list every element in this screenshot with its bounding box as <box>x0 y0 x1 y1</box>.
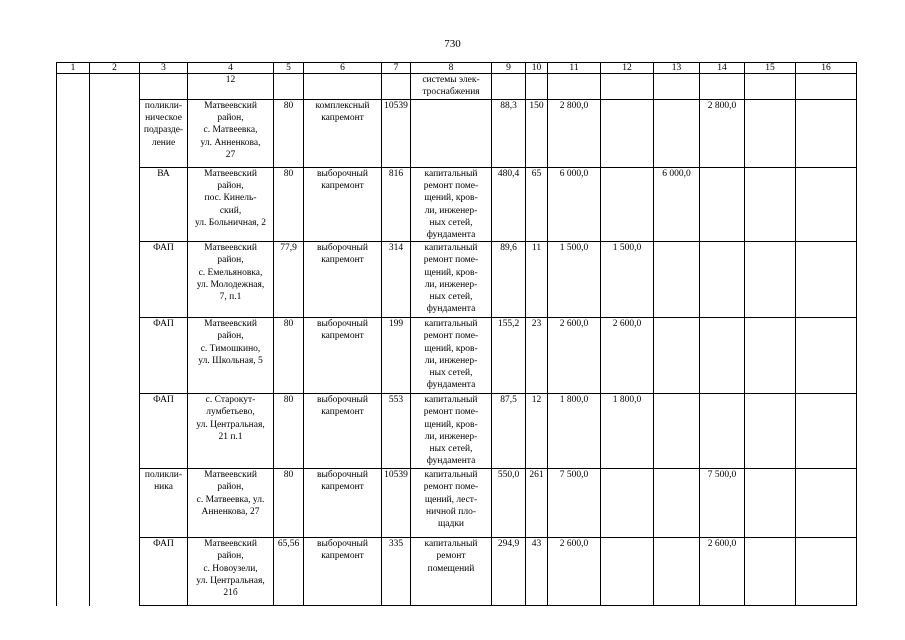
column-header: 6 <box>304 63 382 74</box>
year-cost-cell <box>654 318 700 394</box>
area-cell: 294,9 <box>492 538 526 606</box>
column-header: 12 <box>601 63 654 74</box>
region-cell <box>90 74 140 606</box>
year-cost-cell <box>601 168 654 242</box>
area-cell: 480,4 <box>492 168 526 242</box>
year-cost-cell <box>796 74 857 100</box>
column-header: 13 <box>654 63 700 74</box>
column-header: 9 <box>492 63 526 74</box>
year-cost-cell <box>654 538 700 606</box>
work-description-cell: капитальный ремонт помещений <box>411 538 492 606</box>
year-cost-cell <box>796 469 857 538</box>
table-row <box>57 74 857 100</box>
work-description-cell: системы элек- троснабжения <box>411 74 492 100</box>
year-cost-cell: 2 600,0 <box>700 538 745 606</box>
year-cost-cell <box>654 394 700 469</box>
year-cost-cell <box>745 394 796 469</box>
area-cell <box>492 74 526 100</box>
year-cost-cell: 2 600,0 <box>601 318 654 394</box>
capacity-cell: 65 <box>526 168 548 242</box>
capital-repair-table <box>56 62 857 606</box>
wear-percent-cell: 80 <box>274 168 304 242</box>
column-header: 16 <box>796 63 857 74</box>
column-header: 15 <box>745 63 796 74</box>
column-header: 2 <box>90 63 140 74</box>
year-cost-cell <box>700 394 745 469</box>
repair-type-cell: выборочный капремонт <box>304 168 382 242</box>
year-cost-cell <box>796 318 857 394</box>
column-header: 3 <box>140 63 188 74</box>
address-cell: 12 <box>188 74 274 100</box>
wear-percent-cell: 80 <box>274 469 304 538</box>
capacity-cell: 261 <box>526 469 548 538</box>
year-cost-cell <box>796 168 857 242</box>
wear-percent-cell: 80 <box>274 100 304 168</box>
area-cell: 155,2 <box>492 318 526 394</box>
capacity-cell <box>526 74 548 100</box>
facility-type-cell: ФАП <box>140 394 188 469</box>
total-cost-cell: 2 600,0 <box>548 318 601 394</box>
wear-percent-cell: 77,9 <box>274 242 304 318</box>
year-cost-cell <box>654 100 700 168</box>
year-cost-cell <box>601 538 654 606</box>
year-cost-cell: 2 800,0 <box>700 100 745 168</box>
total-cost-cell: 2 600,0 <box>548 538 601 606</box>
area-cell: 89,6 <box>492 242 526 318</box>
year-cost-cell <box>796 100 857 168</box>
table-row <box>57 394 857 469</box>
total-cost-cell: 6 000,0 <box>548 168 601 242</box>
capacity-cell: 23 <box>526 318 548 394</box>
work-description-cell: капитальный ремонт поме- щений, кров- ли, инженер- ных сетей, фундамента <box>411 242 492 318</box>
population-cell: 199 <box>382 318 411 394</box>
column-header: 5 <box>274 63 304 74</box>
work-description-cell: капитальный ремонт поме- щений, кров- ли, инженер- ных сетей, фундамента <box>411 318 492 394</box>
facility-type-cell: поликли- ническое подразде- ление <box>140 100 188 168</box>
column-header: 14 <box>700 63 745 74</box>
column-header: 11 <box>548 63 601 74</box>
column-header: 1 <box>57 63 90 74</box>
work-description-cell: капитальный ремонт поме- щений, кров- ли, инженер- ных сетей, фундамента <box>411 394 492 469</box>
repair-type-cell: выборочный капремонт <box>304 318 382 394</box>
facility-type-cell: поликли- ника <box>140 469 188 538</box>
capacity-cell: 11 <box>526 242 548 318</box>
population-cell: 10539 <box>382 469 411 538</box>
facility-type-cell: ФАП <box>140 242 188 318</box>
address-cell: Матвеевский район, с. Новоузели, ул. Центральная, 21б <box>188 538 274 606</box>
facility-type-cell: ФАП <box>140 318 188 394</box>
wear-percent-cell <box>274 74 304 100</box>
table-row <box>57 469 857 538</box>
year-cost-cell <box>700 74 745 100</box>
column-header: 8 <box>411 63 492 74</box>
address-cell: Матвеевский район, с. Матвеевка, ул. Анненкова, 27 <box>188 100 274 168</box>
year-cost-cell <box>601 469 654 538</box>
year-cost-cell <box>700 242 745 318</box>
total-cost-cell: 2 800,0 <box>548 100 601 168</box>
year-cost-cell <box>601 100 654 168</box>
total-cost-cell: 1 800,0 <box>548 394 601 469</box>
year-cost-cell: 1 500,0 <box>601 242 654 318</box>
year-cost-cell <box>745 538 796 606</box>
population-cell: 314 <box>382 242 411 318</box>
year-cost-cell <box>700 318 745 394</box>
area-cell: 87,5 <box>492 394 526 469</box>
page-number: 730 <box>444 38 461 50</box>
work-description-cell: капитальный ремонт поме- щений, кров- ли, инженер- ных сетей, фундамента <box>411 168 492 242</box>
repair-type-cell: выборочный капремонт <box>304 538 382 606</box>
population-cell: 816 <box>382 168 411 242</box>
address-cell: Матвеевский район, пос. Кинель- ский, ул. Больничная, 2 <box>188 168 274 242</box>
table-row <box>57 538 857 606</box>
column-number-row <box>57 63 857 74</box>
wear-percent-cell: 80 <box>274 318 304 394</box>
year-cost-cell <box>601 74 654 100</box>
repair-type-cell: выборочный капремонт <box>304 394 382 469</box>
year-cost-cell: 1 800,0 <box>601 394 654 469</box>
address-cell: с. Старокут- лумбетьево, ул. Центральная, 21 п.1 <box>188 394 274 469</box>
year-cost-cell <box>745 318 796 394</box>
repair-type-cell: выборочный капремонт <box>304 242 382 318</box>
table-row <box>57 242 857 318</box>
population-cell: 553 <box>382 394 411 469</box>
year-cost-cell <box>745 469 796 538</box>
column-header: 7 <box>382 63 411 74</box>
population-cell <box>382 74 411 100</box>
table-row <box>57 100 857 168</box>
year-cost-cell <box>654 74 700 100</box>
year-cost-cell <box>796 242 857 318</box>
table-row <box>57 168 857 242</box>
capacity-cell: 150 <box>526 100 548 168</box>
year-cost-cell <box>745 242 796 318</box>
repair-type-cell <box>304 74 382 100</box>
year-cost-cell <box>700 168 745 242</box>
address-cell: Матвеевский район, с. Емельяновка, ул. Молодежная, 7, п.1 <box>188 242 274 318</box>
year-cost-cell: 7 500,0 <box>700 469 745 538</box>
population-cell: 10539 <box>382 100 411 168</box>
year-cost-cell <box>654 242 700 318</box>
year-cost-cell <box>654 469 700 538</box>
row-number-cell <box>57 74 90 606</box>
year-cost-cell: 6 000,0 <box>654 168 700 242</box>
year-cost-cell <box>745 100 796 168</box>
work-description-cell <box>411 100 492 168</box>
facility-type-cell: ВА <box>140 168 188 242</box>
address-cell: Матвеевский район, с. Тимошкино, ул. Школьная, 5 <box>188 318 274 394</box>
address-cell: Матвеевский район, с. Матвеевка, ул. Анненкова, 27 <box>188 469 274 538</box>
facility-type-cell: ФАП <box>140 538 188 606</box>
year-cost-cell <box>796 394 857 469</box>
repair-type-cell: выборочный капремонт <box>304 469 382 538</box>
year-cost-cell <box>796 538 857 606</box>
year-cost-cell <box>745 74 796 100</box>
facility-type-cell <box>140 74 188 100</box>
total-cost-cell: 1 500,0 <box>548 242 601 318</box>
capacity-cell: 12 <box>526 394 548 469</box>
column-header: 4 <box>188 63 274 74</box>
total-cost-cell <box>548 74 601 100</box>
wear-percent-cell: 80 <box>274 394 304 469</box>
total-cost-cell: 7 500,0 <box>548 469 601 538</box>
table-row <box>57 318 857 394</box>
work-description-cell: капитальный ремонт поме- щений, лест- ничной пло- щадки <box>411 469 492 538</box>
repair-type-cell: комплексный капремонт <box>304 100 382 168</box>
capacity-cell: 43 <box>526 538 548 606</box>
wear-percent-cell: 65,56 <box>274 538 304 606</box>
population-cell: 335 <box>382 538 411 606</box>
year-cost-cell <box>745 168 796 242</box>
area-cell: 550,0 <box>492 469 526 538</box>
area-cell: 88,3 <box>492 100 526 168</box>
column-header: 10 <box>526 63 548 74</box>
